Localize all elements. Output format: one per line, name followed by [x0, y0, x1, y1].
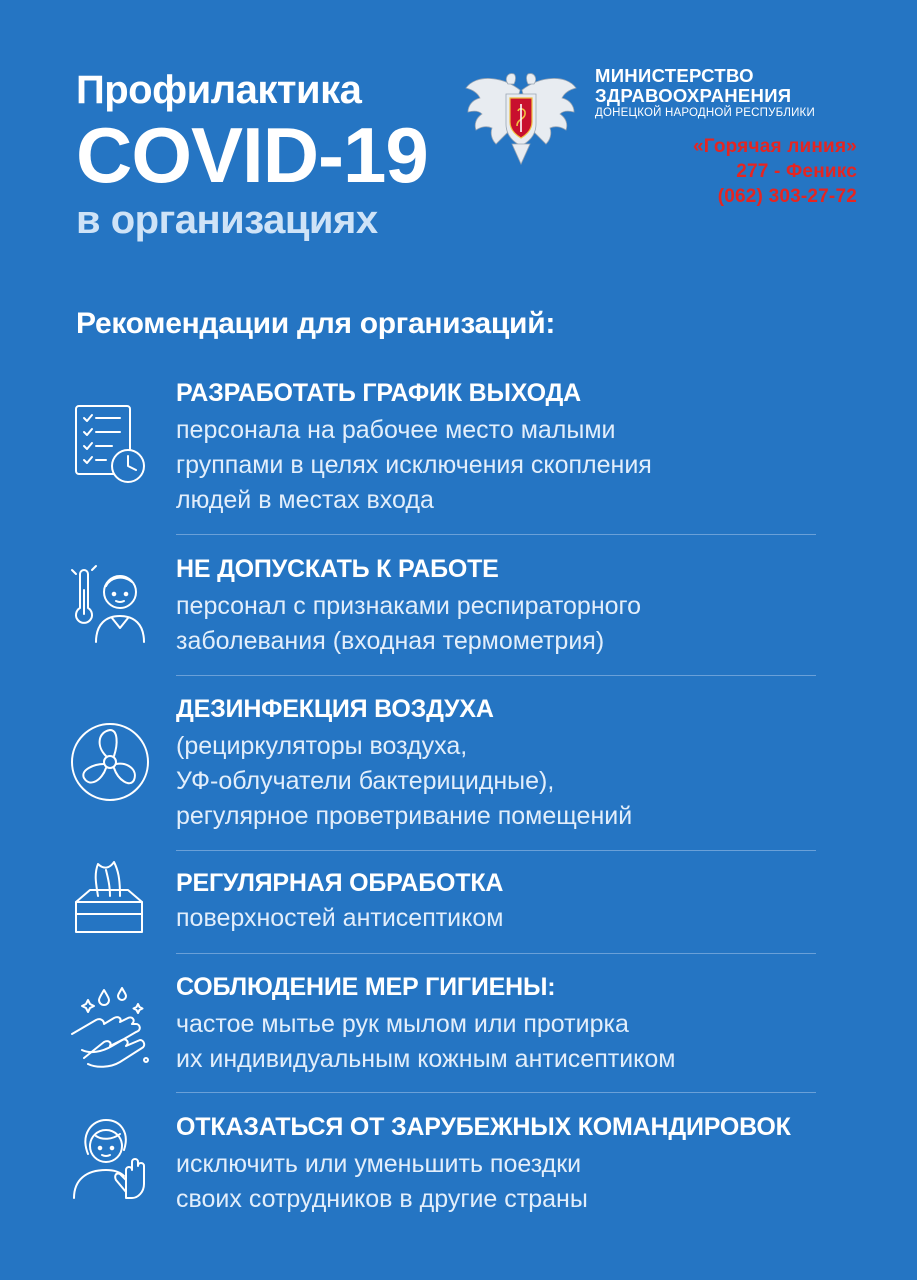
divider	[176, 850, 816, 851]
item-heading: РЕГУЛЯРНАЯ ОБРАБОТКА	[176, 869, 504, 897]
item-desc-line: частое мытье рук мылом или протирка	[176, 1010, 629, 1038]
item-desc-line: исключить или уменьшить поездки	[176, 1150, 582, 1178]
item-heading: РАЗРАБОТАТЬ ГРАФИК ВЫХОДА	[176, 379, 581, 407]
divider	[176, 534, 816, 535]
ministry-name	[595, 66, 815, 120]
hand-washing-icon	[66, 984, 154, 1072]
item-desc-line: регулярное проветривание помещений	[176, 802, 633, 830]
subtitle: Рекомендации для организаций:	[76, 307, 556, 340]
divider	[176, 1092, 816, 1093]
item-desc-line: группами в целях исключения скопления	[176, 451, 652, 479]
title-line-2: COVID-19	[76, 111, 428, 199]
item-heading: СОБЛЮДЕНИЕ МЕР ГИГИЕНЫ:	[176, 973, 556, 1001]
tissue-box-icon	[66, 852, 154, 940]
stop-hand-person-icon	[66, 1114, 154, 1202]
ministry-emblem-icon	[462, 68, 580, 170]
item-heading: ДЕЗИНФЕКЦИЯ ВОЗДУХА	[176, 695, 494, 723]
item-desc-line: (рециркуляторы воздуха,	[176, 732, 468, 760]
schedule-clock-icon	[66, 400, 154, 488]
ministry-line-1: МИНИСТЕРСТВО	[595, 65, 754, 86]
hotline	[693, 134, 857, 209]
divider	[176, 675, 816, 676]
item-heading: ОТКАЗАТЬСЯ ОТ ЗАРУБЕЖНЫХ КОМАНДИРОВОК	[176, 1113, 791, 1141]
divider	[176, 953, 816, 954]
item-desc-line: поверхностей антисептиком	[176, 904, 504, 932]
item-desc-line: персонал с признаками респираторного	[176, 592, 642, 620]
thermometer-person-icon	[66, 560, 154, 648]
fan-icon	[66, 718, 154, 806]
hotline-label: «Горячая линия»	[693, 136, 857, 157]
item-desc-line: своих сотрудников в другие страны	[176, 1185, 588, 1213]
item-desc-line: персонала на рабочее место малыми	[176, 416, 616, 444]
item-desc-line: людей в местах входа	[176, 486, 434, 514]
title-line-3: в организациях	[76, 198, 378, 242]
title-block	[76, 66, 428, 244]
item-heading: НЕ ДОПУСКАТЬ К РАБОТЕ	[176, 555, 499, 583]
item-desc-line: УФ-облучатели бактерицидные),	[176, 767, 555, 795]
item-desc-line: их индивидуальным кожным антисептиком	[176, 1045, 676, 1073]
ministry-line-3: ДОНЕЦКОЙ НАРОДНОЙ РЕСПУБЛИКИ	[595, 107, 815, 119]
item-desc-line: заболевания (входная термометрия)	[176, 627, 605, 655]
hotline-short-number: 277 - Феникс	[736, 161, 857, 182]
ministry-line-2: ЗДРАВООХРАНЕНИЯ	[595, 85, 792, 106]
hotline-phone: (062) 303-27-72	[717, 186, 857, 207]
title-line-1: Профилактика	[76, 68, 362, 112]
